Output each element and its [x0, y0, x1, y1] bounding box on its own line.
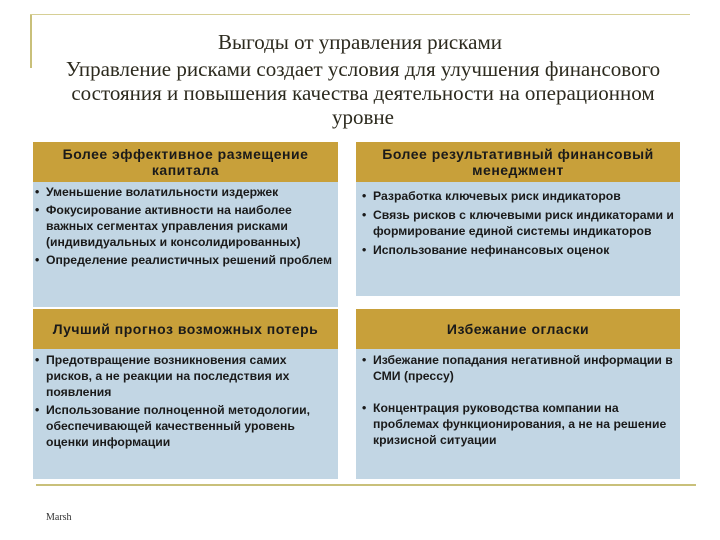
page-title: Выгоды от управления рисками	[218, 30, 502, 54]
block-body-forecast	[33, 349, 338, 479]
block-body-publicity	[356, 349, 680, 479]
block-header-finance: Более результативный финансовый менеджмент	[356, 142, 680, 182]
decorative-top-line	[30, 14, 690, 15]
list-item: • Избежание попадания негативной информации в СМИ (прессу)	[362, 352, 674, 384]
list-item: • Предотвращение возникновения самих рисков, а не реакции на последствия их появления	[35, 352, 334, 400]
list-item: • Определение реалистичных решений проблем	[35, 252, 334, 268]
block-header-publicity: Избежание огласки	[356, 309, 680, 349]
list-item: • Разработка ключевых риск индикаторов	[362, 188, 674, 204]
block-body-finance	[356, 182, 680, 296]
block-header-capital: Более эффективное размещение капитала	[33, 142, 338, 182]
page-subtitle: Управление рисками создает условия для улучшения финансового состояния и повышения качества деятельности на операционном уровне	[65, 57, 661, 129]
block-body-capital	[33, 182, 338, 307]
list-item: • Использование нефинансовых оценок	[362, 242, 674, 258]
list-item: • Связь рисков с ключевыми риск индикаторами и формирование единой системы индикаторов	[362, 207, 674, 239]
footer-source: Marsh	[46, 512, 72, 523]
block-header-forecast: Лучший прогноз возможных потерь	[33, 309, 338, 349]
list-item: • Использование полноценной методологии, обеспечивающей качественный уровень оценки информации	[35, 402, 334, 450]
list-item: • Концентрация руководства компании на проблемах функционирования, а не на решение кризисной ситуации	[362, 400, 674, 448]
list-item: • Фокусирование активности на наиболее важных сегментах управления рисками (индивидуальных и консолидированных)	[35, 202, 334, 250]
list-item: • Уменьшение волатильности издержек	[35, 184, 334, 200]
decorative-bottom-line	[36, 484, 696, 486]
